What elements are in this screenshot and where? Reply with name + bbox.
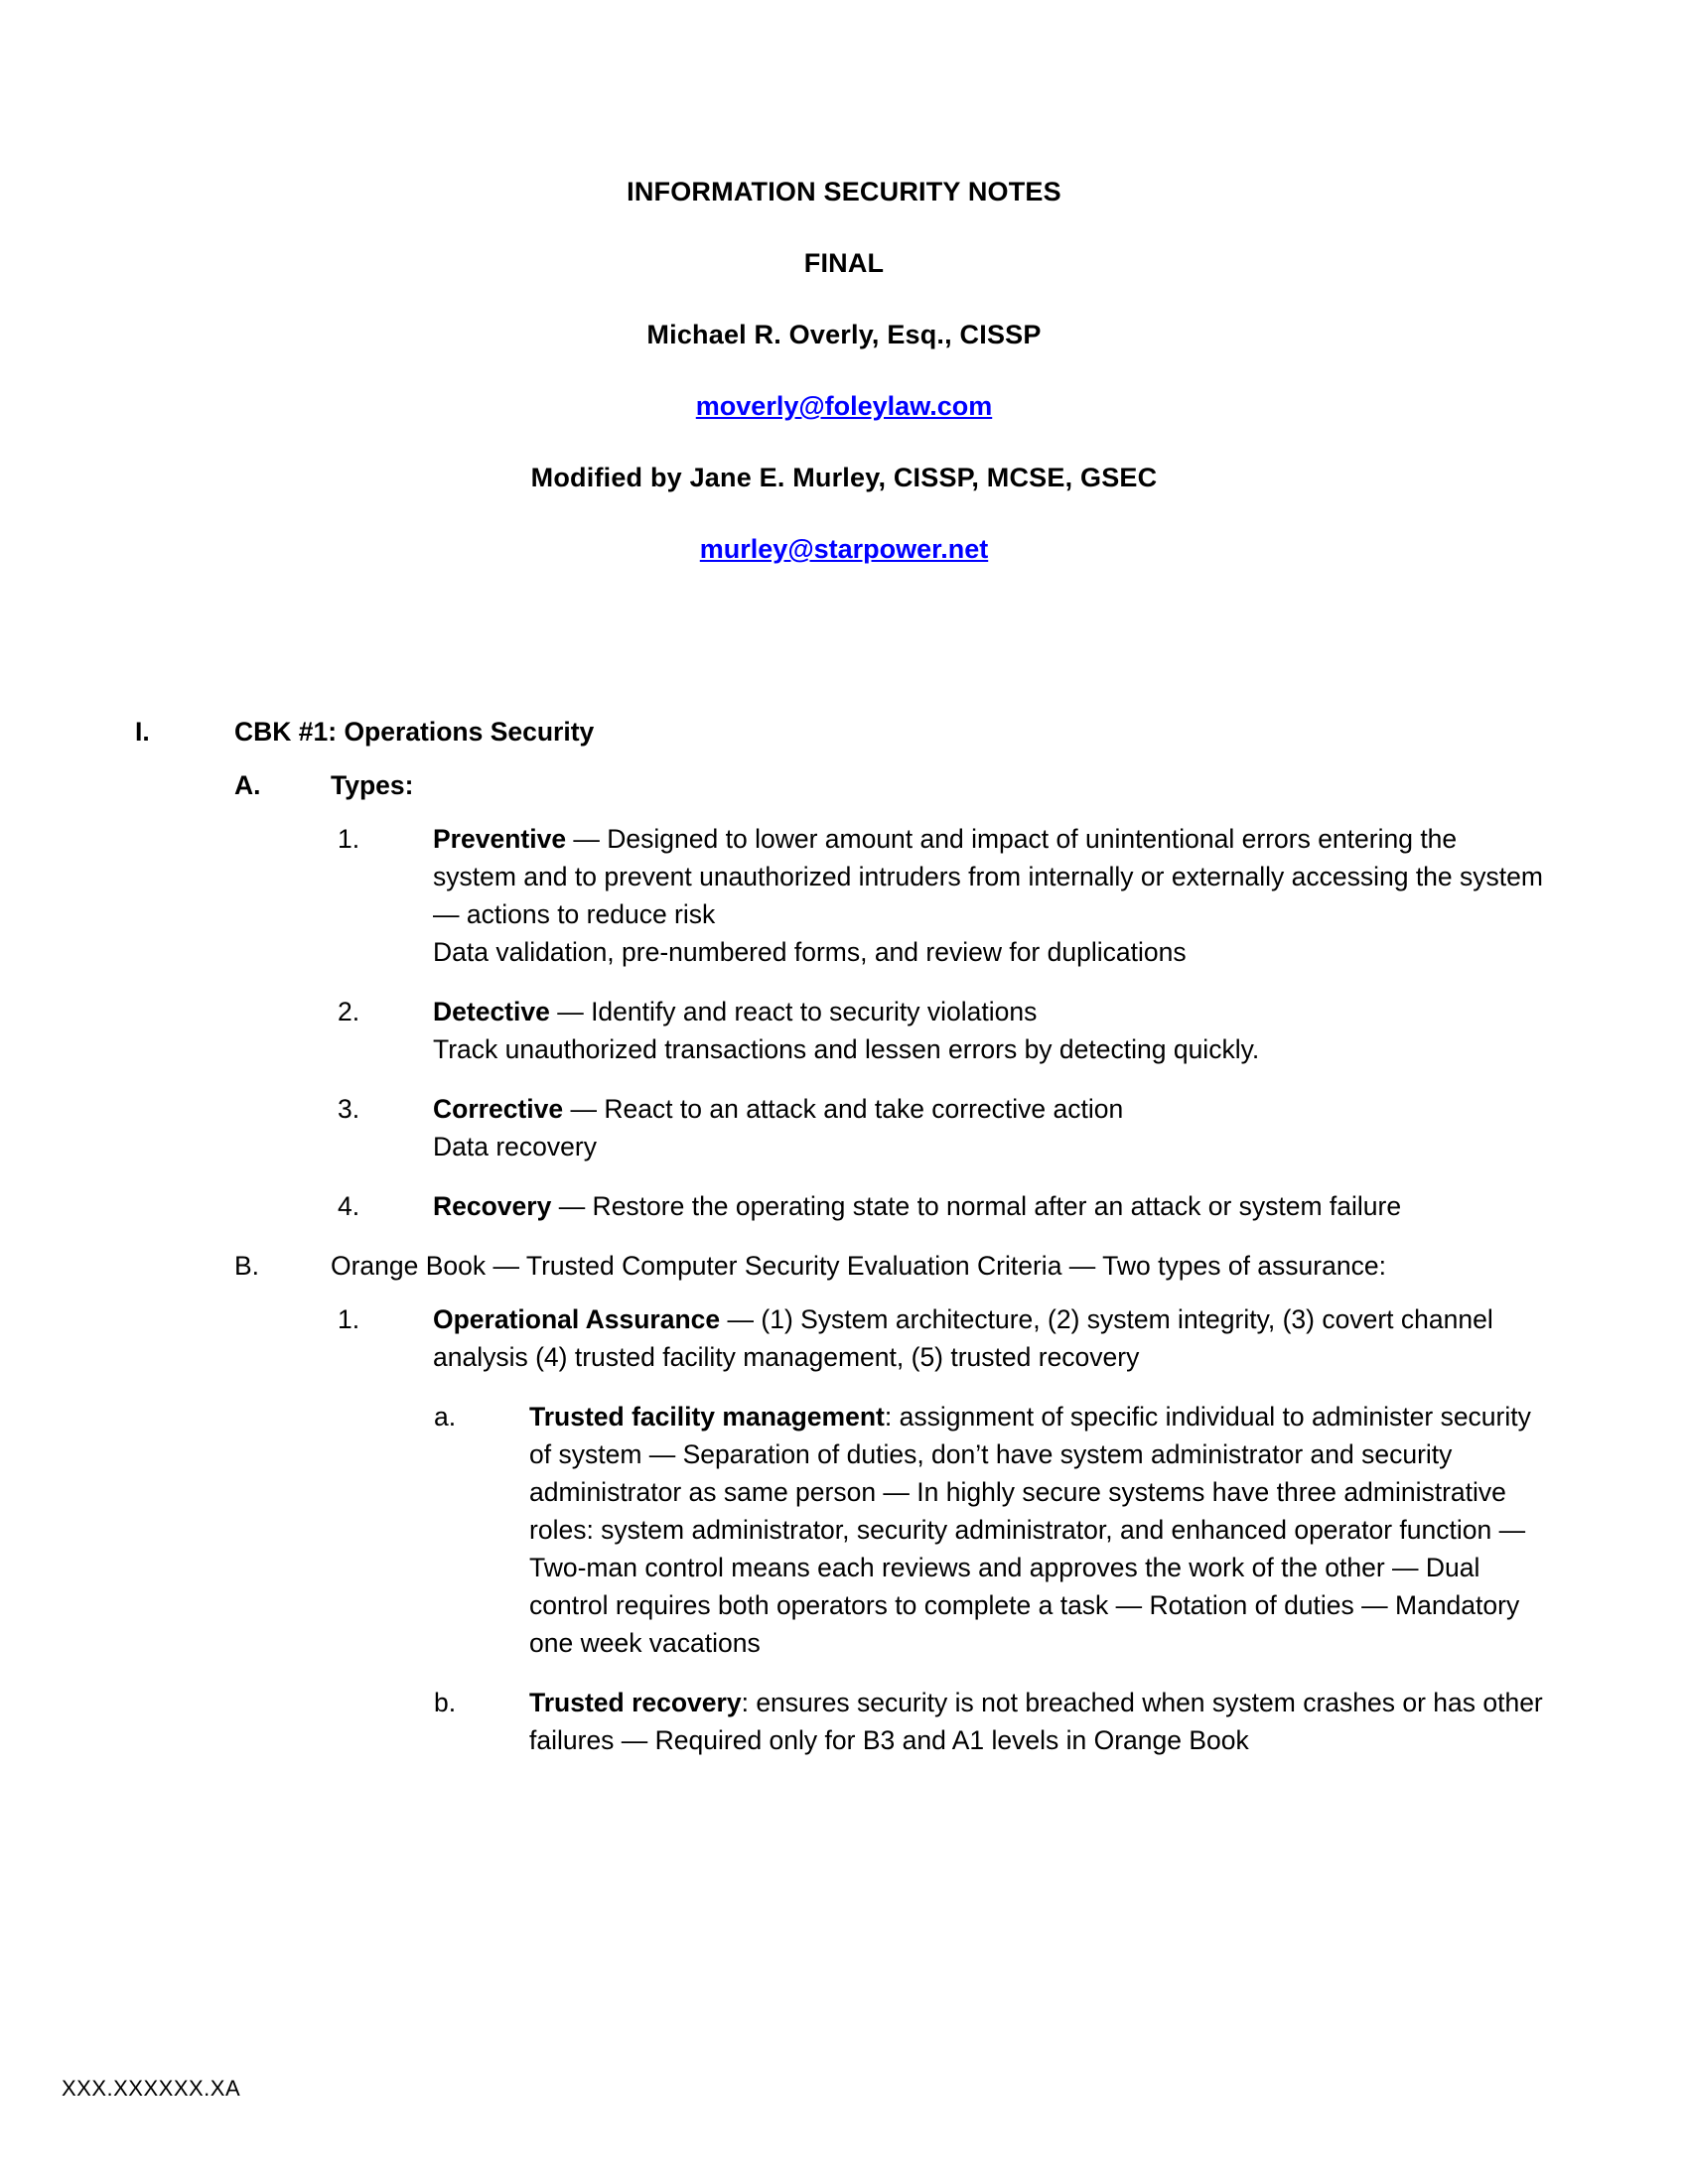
outline-text-A-3 (433, 1090, 1544, 1165)
modifier-name: Modified by Jane E. Murley, CISSP, MCSE, GSEC (530, 463, 1158, 492)
term-trusted-facility-management: Trusted facility management (529, 1402, 885, 1432)
outline-text-B-1-b (529, 1684, 1544, 1759)
outline-item-A-1 (0, 820, 1688, 971)
outline-body-A-2: — Identify and react to security violations (549, 997, 1038, 1026)
term-trusted-recovery: Trusted recovery (529, 1688, 742, 1717)
outline-heading-B: Orange Book — Trusted Computer Security Evaluation Criteria — Two types of assurance: (331, 1251, 1386, 1281)
term-operational-assurance: Operational Assurance (433, 1304, 721, 1334)
outline-marker-I: I. (135, 717, 150, 747)
outline-marker-A: A. (234, 770, 261, 800)
modifier-email-link[interactable]: murley@starpower.net (699, 534, 989, 564)
document-title: INFORMATION SECURITY NOTES (627, 177, 1061, 206)
author-email-link[interactable]: moverly@foleylaw.com (695, 391, 993, 421)
term-corrective: Corrective (433, 1094, 564, 1124)
outline-item-B-1 (0, 1300, 1688, 1376)
term-recovery: Recovery (433, 1191, 552, 1221)
outline-item-A-4 (0, 1187, 1688, 1225)
outline-body-A-1: — Designed to lower amount and impact of unintentional errors entering the system and to prevent unauthorized intruders from internally or externally accessing the system — actions to reduce risk (433, 824, 1543, 929)
outline-marker-A-3: 3. (338, 1094, 360, 1124)
document-subtitle: FINAL (803, 248, 885, 278)
outline-text-A-1 (433, 820, 1544, 971)
outline-body-A-3: — React to an attack and take corrective action (563, 1094, 1124, 1124)
outline-body-B-1-a: : assignment of specific individual to administer security of system — Separation of duties, don’t have system administrator and security administrator as same person — In highly secure systems have three administrative roles: system administrator, security administrator, and enhanced operator function — Two-man control means each reviews and approves the work of the other — Dual control requires both operators to complete a task — Rotation of duties — Mandatory one week vacations (529, 1402, 1531, 1658)
outline-item-alpha-B (0, 1247, 1688, 1285)
term-detective: Detective (433, 997, 550, 1026)
outline-body (0, 713, 1688, 1781)
outline-item-B-1-b (0, 1684, 1688, 1759)
outline-item-alpha-A (0, 766, 1688, 804)
outline-item-B-1-a (0, 1398, 1688, 1662)
outline-text-B-1-a (529, 1398, 1544, 1662)
outline-heading-I: CBK #1: Operations Security (234, 717, 595, 747)
outline-heading-A: Types: (331, 770, 414, 800)
outline-body-B-1: — (1) System architecture, (2) system integrity, (3) covert channel analysis (4) trusted facility management, (5) trusted recovery (433, 1304, 1493, 1372)
outline-body-A-4: — Restore the operating state to normal after an attack or system failure (551, 1191, 1402, 1221)
outline-marker-A-1: 1. (338, 824, 360, 854)
outline-marker-B-1-b: b. (434, 1688, 457, 1717)
outline-extra-A-1: Data validation, pre-numbered forms, and review for duplications (433, 937, 1187, 967)
outline-text-B-1 (433, 1300, 1544, 1376)
outline-body-B-1-b: : ensures security is not breached when system crashes or has other failures — Required only for B3 and A1 levels in Orange Book (529, 1688, 1543, 1755)
author-name: Michael R. Overly, Esq., CISSP (646, 320, 1042, 349)
outline-item-A-2 (0, 993, 1688, 1068)
outline-text-A-2 (433, 993, 1544, 1068)
outline-marker-B-1: 1. (338, 1304, 360, 1334)
footer-document-code: XXX.XXXXXX.XA (62, 2076, 241, 2101)
outline-text-A-4 (433, 1187, 1544, 1225)
outline-marker-A-2: 2. (338, 997, 360, 1026)
term-preventive: Preventive (433, 824, 567, 854)
outline-marker-A-4: 4. (338, 1191, 360, 1221)
title-block (0, 179, 1688, 608)
outline-extra-A-2: Track unauthorized transactions and lessen errors by detecting quickly. (433, 1034, 1260, 1064)
outline-item-roman-I (0, 713, 1688, 751)
outline-item-A-3 (0, 1090, 1688, 1165)
outline-marker-B: B. (234, 1251, 260, 1281)
outline-extra-A-3: Data recovery (433, 1132, 597, 1161)
outline-marker-B-1-a: a. (434, 1402, 457, 1432)
